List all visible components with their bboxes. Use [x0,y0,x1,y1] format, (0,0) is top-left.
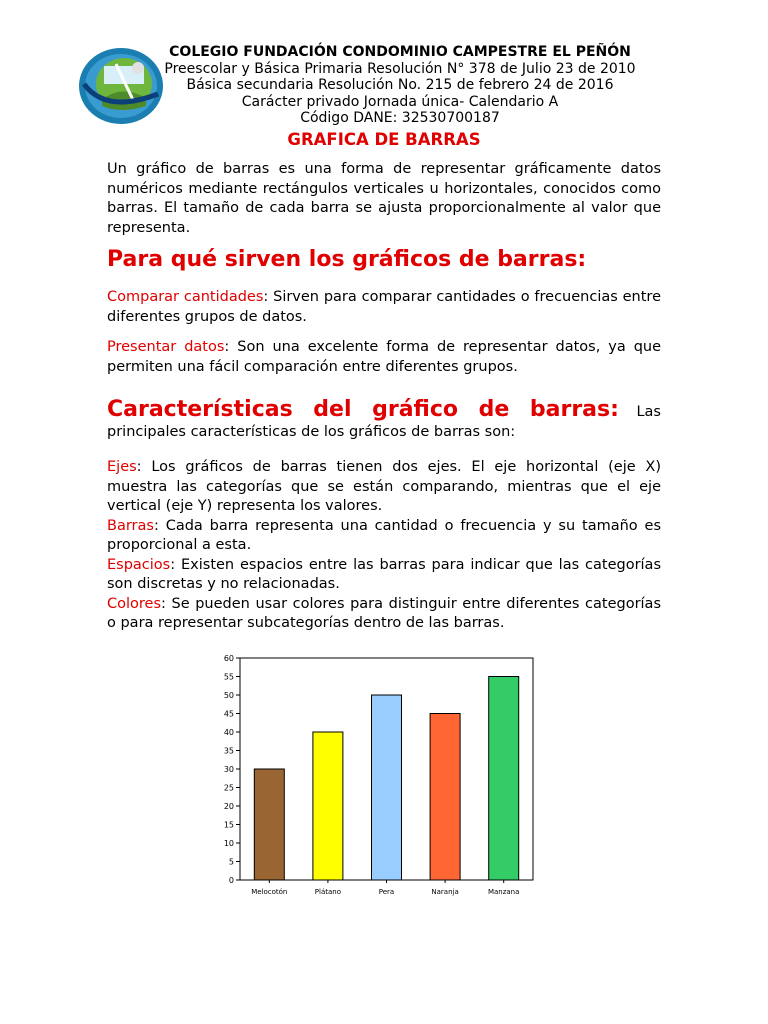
y-tick-label: 10 [223,839,234,848]
feature-text: : Se pueden usar colores para distinguir entre diferentes categorías o para representar subcategorías dentro de las barras. [107,595,661,631]
section-characteristics [107,397,661,442]
feature-label: Ejes [107,459,137,475]
x-tick-label: Manzana [487,888,520,896]
y-tick-label: 0 [228,876,234,885]
header-resolution-primaria: Preescolar y Básica Primaria Resolución N° 378 de Julio 23 de 2010 [164,60,636,77]
intro-paragraph: Un gráfico de barras es una forma de representar gráficamente datos numéricos mediante rectángulos verticales u horizontales, conocidos como barras. El tamaño de cada barra se ajusta proporcionalmente al valor que representa. [107,161,661,236]
school-name: COLEGIO FUNDACIÓN CONDOMINIO CAMPESTRE EL PEÑÓN [169,44,631,60]
y-tick-label: 15 [223,820,234,830]
y-tick-label: 45 [223,709,234,719]
y-tick-label: 35 [223,746,234,756]
bar [430,714,460,881]
feature-label: Espacios [107,556,171,573]
y-tick-label: 25 [223,783,234,793]
bar [254,769,284,880]
y-tick-label: 20 [223,802,234,811]
use-item-label: Presentar datos [107,339,225,355]
y-tick-label: 5 [228,857,234,867]
use-item-text: : Sirven para comparar cantidades o frecuencias entre diferentes grupos de datos. [107,289,661,325]
feature-axes [107,458,661,517]
feature-label: Barras [107,517,154,534]
use-item-compare [107,288,661,327]
characteristics-intro: Las principales características de los gráficos de barras son: [107,404,661,440]
x-tick-label: Plátano [314,888,342,896]
section-heading-uses: Para qué sirven los gráficos de barras: [107,247,587,272]
y-tick-label: 50 [223,691,234,700]
feature-colors [107,595,661,634]
feature-text: : Existen espacios entre las barras para indicar que las categorías son discretas y no relacionadas. [107,556,661,592]
bar [313,732,343,880]
y-tick-label: 55 [223,672,234,682]
feature-text: : Cada barra representa una cantidad o frecuencia y su tamaño es proporcional a esta. [107,517,661,553]
x-tick-label: Pera [378,888,395,896]
school-header [150,44,650,127]
page-title: GRAFICA DE BARRAS [287,130,481,149]
y-tick-label: 30 [223,765,234,774]
use-item-label: Comparar cantidades [107,289,264,305]
feature-label: Colores [107,595,162,612]
bar-chart [223,648,538,898]
x-tick-label: Melocotón [251,888,288,896]
use-item-present [107,338,661,377]
header-character: Carácter privado Jornada única- Calendario A [241,93,559,110]
header-resolution-secundaria: Básica secundaria Resolución No. 215 de febrero 24 de 2016 [186,77,614,93]
section-heading-characteristics: Características del gráfico de barras: [107,397,619,422]
header-dane-code: Código DANE: 32530700187 [300,110,500,126]
characteristics-list [107,458,661,634]
bar [489,677,519,881]
y-tick-label: 60 [223,654,234,663]
x-tick-label: Naranja [431,888,459,896]
y-tick-label: 40 [223,728,234,737]
bar [372,695,402,880]
feature-bars [107,517,661,556]
feature-text: : Los gráficos de barras tienen dos ejes. El eje horizontal (eje X) muestra las categorías que se están comparando, mientras que el eje vertical (eje Y) representa los valores. [107,459,661,514]
use-item-text: : Son una excelente forma de representar datos, ya que permiten una fácil comparación entre diferentes grupos. [107,339,662,375]
feature-spaces [107,556,661,595]
